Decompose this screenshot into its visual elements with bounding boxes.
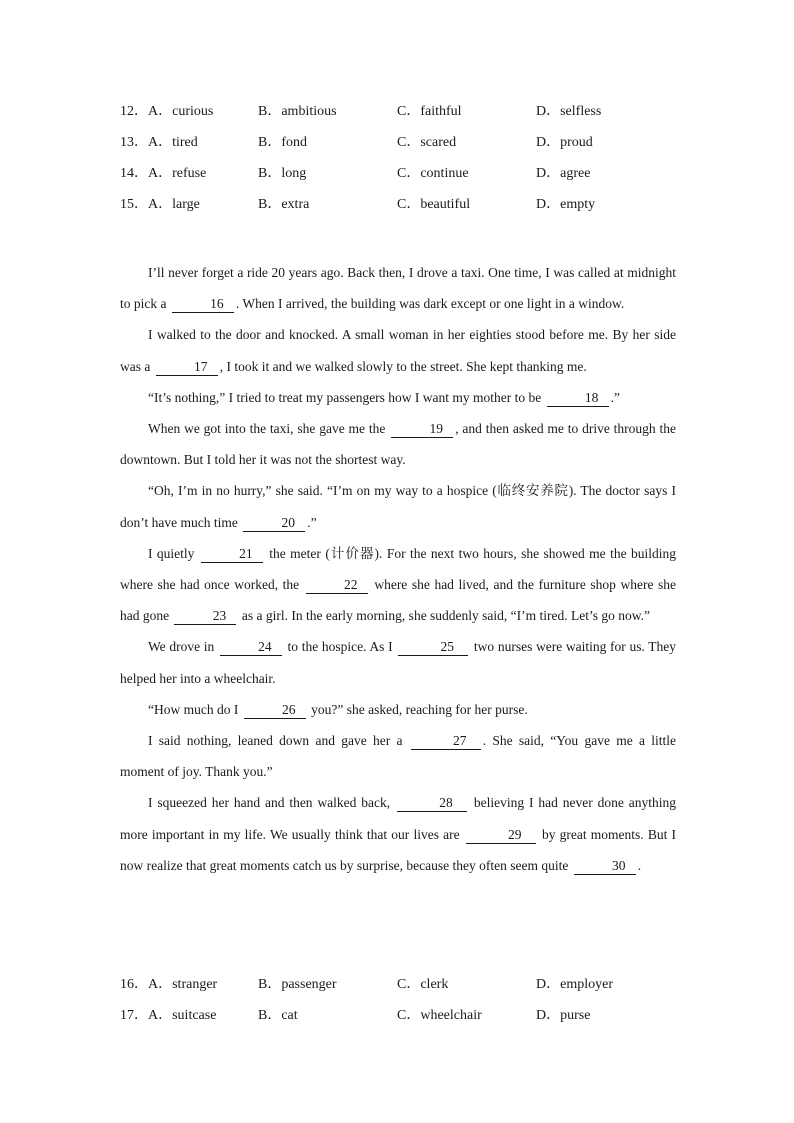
option-c: C．continue	[397, 166, 469, 181]
paragraph-text: “Oh, I’m in no hurry,” she said. “I’m on my way to a hospice (临终安养院). The doctor says I don’t have much time	[120, 483, 676, 530]
answer-blank-16[interactable]: 16	[172, 296, 234, 313]
answer-blank-22[interactable]: 22	[306, 577, 368, 594]
option-a: 15．A．large	[120, 197, 200, 212]
answer-blank-25[interactable]: 25	[398, 639, 468, 656]
answer-blank-28[interactable]: 28	[397, 795, 467, 812]
answer-blank-26[interactable]: 26	[244, 702, 306, 719]
option-a: 14．A．refuse	[120, 166, 207, 181]
answer-blank-17[interactable]: 17	[156, 359, 218, 376]
option-d: D．proud	[536, 135, 593, 150]
option-row-14	[120, 163, 680, 185]
paragraph-text: believing I had never done anything more important in my life. We usually think that our lives are	[120, 795, 676, 842]
paragraph-5	[120, 475, 676, 537]
option-d: D．purse	[536, 1008, 591, 1023]
option-c: C．scared	[397, 135, 457, 150]
option-row-15	[120, 194, 680, 216]
paragraph-text: “How much do I	[148, 701, 242, 717]
answer-blank-24[interactable]: 24	[220, 639, 282, 656]
paragraph-text: “It’s nothing,” I tried to treat my passengers how I want my mother to be	[148, 389, 545, 405]
paragraph-text: We drove in	[148, 639, 218, 655]
answer-blank-29[interactable]: 29	[466, 827, 536, 844]
option-c: C．wheelchair	[397, 1008, 482, 1023]
paragraph-1	[120, 257, 676, 319]
option-b: B．extra	[258, 197, 310, 212]
cloze-passage	[120, 257, 676, 881]
option-b: B．fond	[258, 135, 307, 150]
option-c: C．clerk	[397, 977, 449, 992]
paragraph-text: .”	[610, 389, 621, 405]
paragraph-text: , and then asked me to drive through the downtown. But I told her it was not the shortest way.	[120, 421, 676, 468]
paragraph-text: When we got into the taxi, she gave me the	[148, 421, 390, 437]
option-row-16	[120, 974, 680, 996]
paragraph-text: two nurses were waiting for us. They helped her into a wheelchair.	[120, 639, 676, 686]
option-b: B．cat	[258, 1008, 298, 1023]
option-a: 12．A．curious	[120, 104, 214, 119]
option-a: 13．A．tired	[120, 135, 198, 150]
option-d: D．employer	[536, 977, 613, 992]
paragraph-text: . She said, “You gave me a little moment of joy. Thank you.”	[120, 733, 676, 780]
answer-blank-20[interactable]: 20	[243, 515, 305, 532]
option-row-12	[120, 101, 680, 123]
answer-blank-21[interactable]: 21	[201, 546, 263, 563]
paragraph-text: .	[637, 857, 642, 873]
option-row-17	[120, 1005, 680, 1027]
paragraph-text: as a girl. In the early morning, she suddenly said, “I’m tired. Let’s go now.”	[238, 608, 651, 624]
answer-blank-23[interactable]: 23	[174, 608, 236, 625]
paragraph-text: the meter (计价器). For the next two hours, she showed me the building where she had once worked, the	[120, 545, 676, 593]
paragraph-6	[120, 538, 676, 632]
option-a: 17．A．suitcase	[120, 1008, 217, 1023]
paragraph-text: I squeezed her hand and then walked back,	[148, 795, 396, 811]
paragraph-9	[120, 725, 676, 787]
option-c: C．beautiful	[397, 197, 471, 212]
paragraph-text: . When I arrived, the building was dark except or one light in a window.	[235, 296, 625, 312]
paragraph-7	[120, 631, 676, 693]
option-b: B．long	[258, 166, 307, 181]
paragraph-3	[120, 382, 676, 413]
paragraph-text: by great moments. But I now realize that great moments catch us by surprise, because they often seem quite	[120, 826, 676, 873]
option-b: B．passenger	[258, 977, 337, 992]
paragraph-text: where she had lived, and the furniture shop where she had gone	[120, 577, 677, 624]
option-d: D．agree	[536, 166, 591, 181]
paragraph-8	[120, 694, 676, 725]
paragraph-4	[120, 413, 676, 475]
option-b: B．ambitious	[258, 104, 337, 119]
option-row-13	[120, 132, 680, 154]
answer-blank-30[interactable]: 30	[574, 858, 636, 875]
paragraph-text: I quietly	[148, 545, 199, 561]
option-d: D．selfless	[536, 104, 602, 119]
paragraph-text: , I took it and we walked slowly to the street. She kept thanking me.	[219, 358, 587, 374]
option-a: 16．A．stranger	[120, 977, 218, 992]
paragraph-text: to the hospice. As I	[283, 639, 397, 655]
paragraph-text: I’ll never forget a ride 20 years ago. Back then, I drove a taxi. One time, I was called at midnight to pick a	[120, 265, 676, 312]
paragraph-2	[120, 319, 676, 381]
paragraph-text: .”	[307, 514, 317, 530]
paragraph-text: I walked to the door and knocked. A small woman in her eighties stood before me. By her side was a	[120, 327, 676, 374]
option-d: D．empty	[536, 197, 596, 212]
answer-blank-19[interactable]: 19	[391, 421, 453, 438]
answer-blank-27[interactable]: 27	[411, 733, 481, 750]
answer-blank-18[interactable]: 18	[547, 390, 609, 407]
paragraph-10	[120, 787, 676, 881]
option-c: C．faithful	[397, 104, 462, 119]
paragraph-text: you?” she asked, reaching for her purse.	[307, 701, 528, 717]
paragraph-text: I said nothing, leaned down and gave her a	[148, 733, 409, 749]
